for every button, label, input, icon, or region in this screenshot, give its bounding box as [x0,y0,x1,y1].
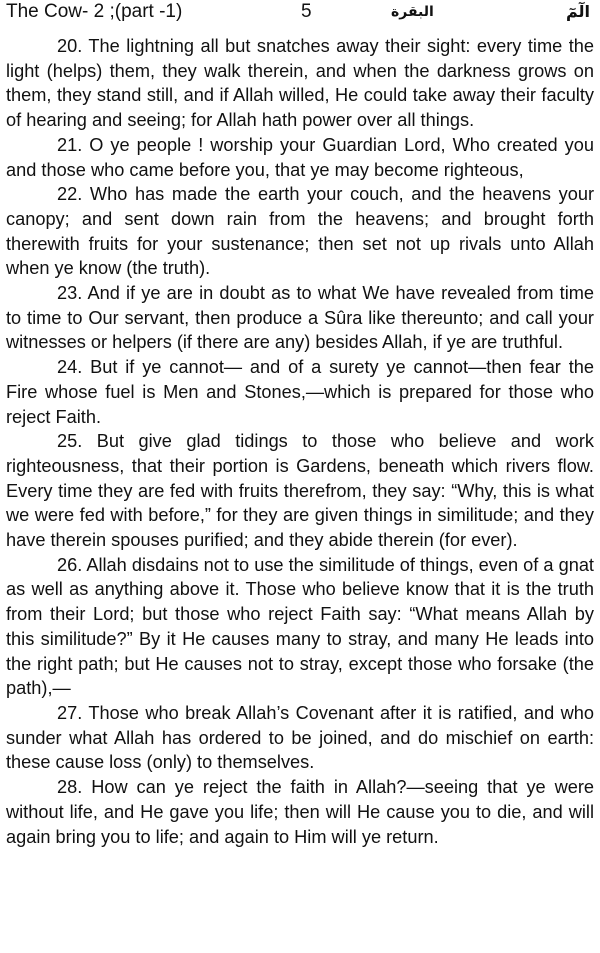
page-header [6,0,594,34]
verse-25: 25. But give glad tidings to those who believe and work righteousness, that their portion is Gardens, beneath which rivers flow. Every time they are fed with fruits therefrom, they say: “Why, this is what we were fed with before,” for they are given things in similitude; and they have therein spouses purified; and they abide therein (for ever). [6,431,594,551]
verse-22: 22. Who has made the earth your couch, and the heavens your canopy; and sent down rain from the heavens; and brought forth therewith fruits for your sustenance; then set not up rivals unto Allah when ye know (the truth). [6,184,594,279]
arabic-letters: الٓمٓ [565,2,590,21]
verse-28: 28. How can ye reject the faith in Allah?—seeing that ye were without life, and He gave you life; then will He cause you to die, and will again bring you to life; and again to Him will ye return. [6,777,594,847]
verse-20: 20. The lightning all but snatches away their sight: every time the light (helps) them, they walk therein, and when the darkness grows on them, they stand still, and if Allah willed, He could take away their faculty of hearing and seeing; for Allah hath power over all things. [6,36,594,131]
arabic-surah-name: البقرة [391,4,434,20]
verse-21: 21. O ye people ! worship your Guardian Lord, Who created you and those who came before you, that ye may become righteous, [6,134,594,180]
verse-26: 26. Allah disdains not to use the similitude of things, even of a gnat as well as anything above it. Those who believe know that it is the truth from their Lord; but those who reject Faith say: “What means Allah by this similitude?” By it He causes many to stray, and many He leads into the right path; but He causes not to stray, except those who forsake (the path),— [6,554,594,699]
page-number: 5 [301,1,312,22]
verses-text [6,34,594,849]
verse-24: 24. But if ye cannot— and of a surety ye cannot—then fear the Fire whose fuel is Men and Stones,—which is prepared for those who reject Faith. [6,357,594,427]
verse-23: 23. And if ye are in doubt as to what We have revealed from time to time to Our servant, then produce a Sûra like thereunto; and call your witnesses or helpers (if there are any) besides Allah, if ye are truthful. [6,283,594,353]
chapter-title: The Cow- 2 ;(part -1) [6,1,183,22]
verse-27: 27. Those who break Allah’s Covenant after it is ratified, and who sunder what Allah has ordered to be joined, and do mischief on earth: these cause loss (only) to themselves. [6,702,594,773]
